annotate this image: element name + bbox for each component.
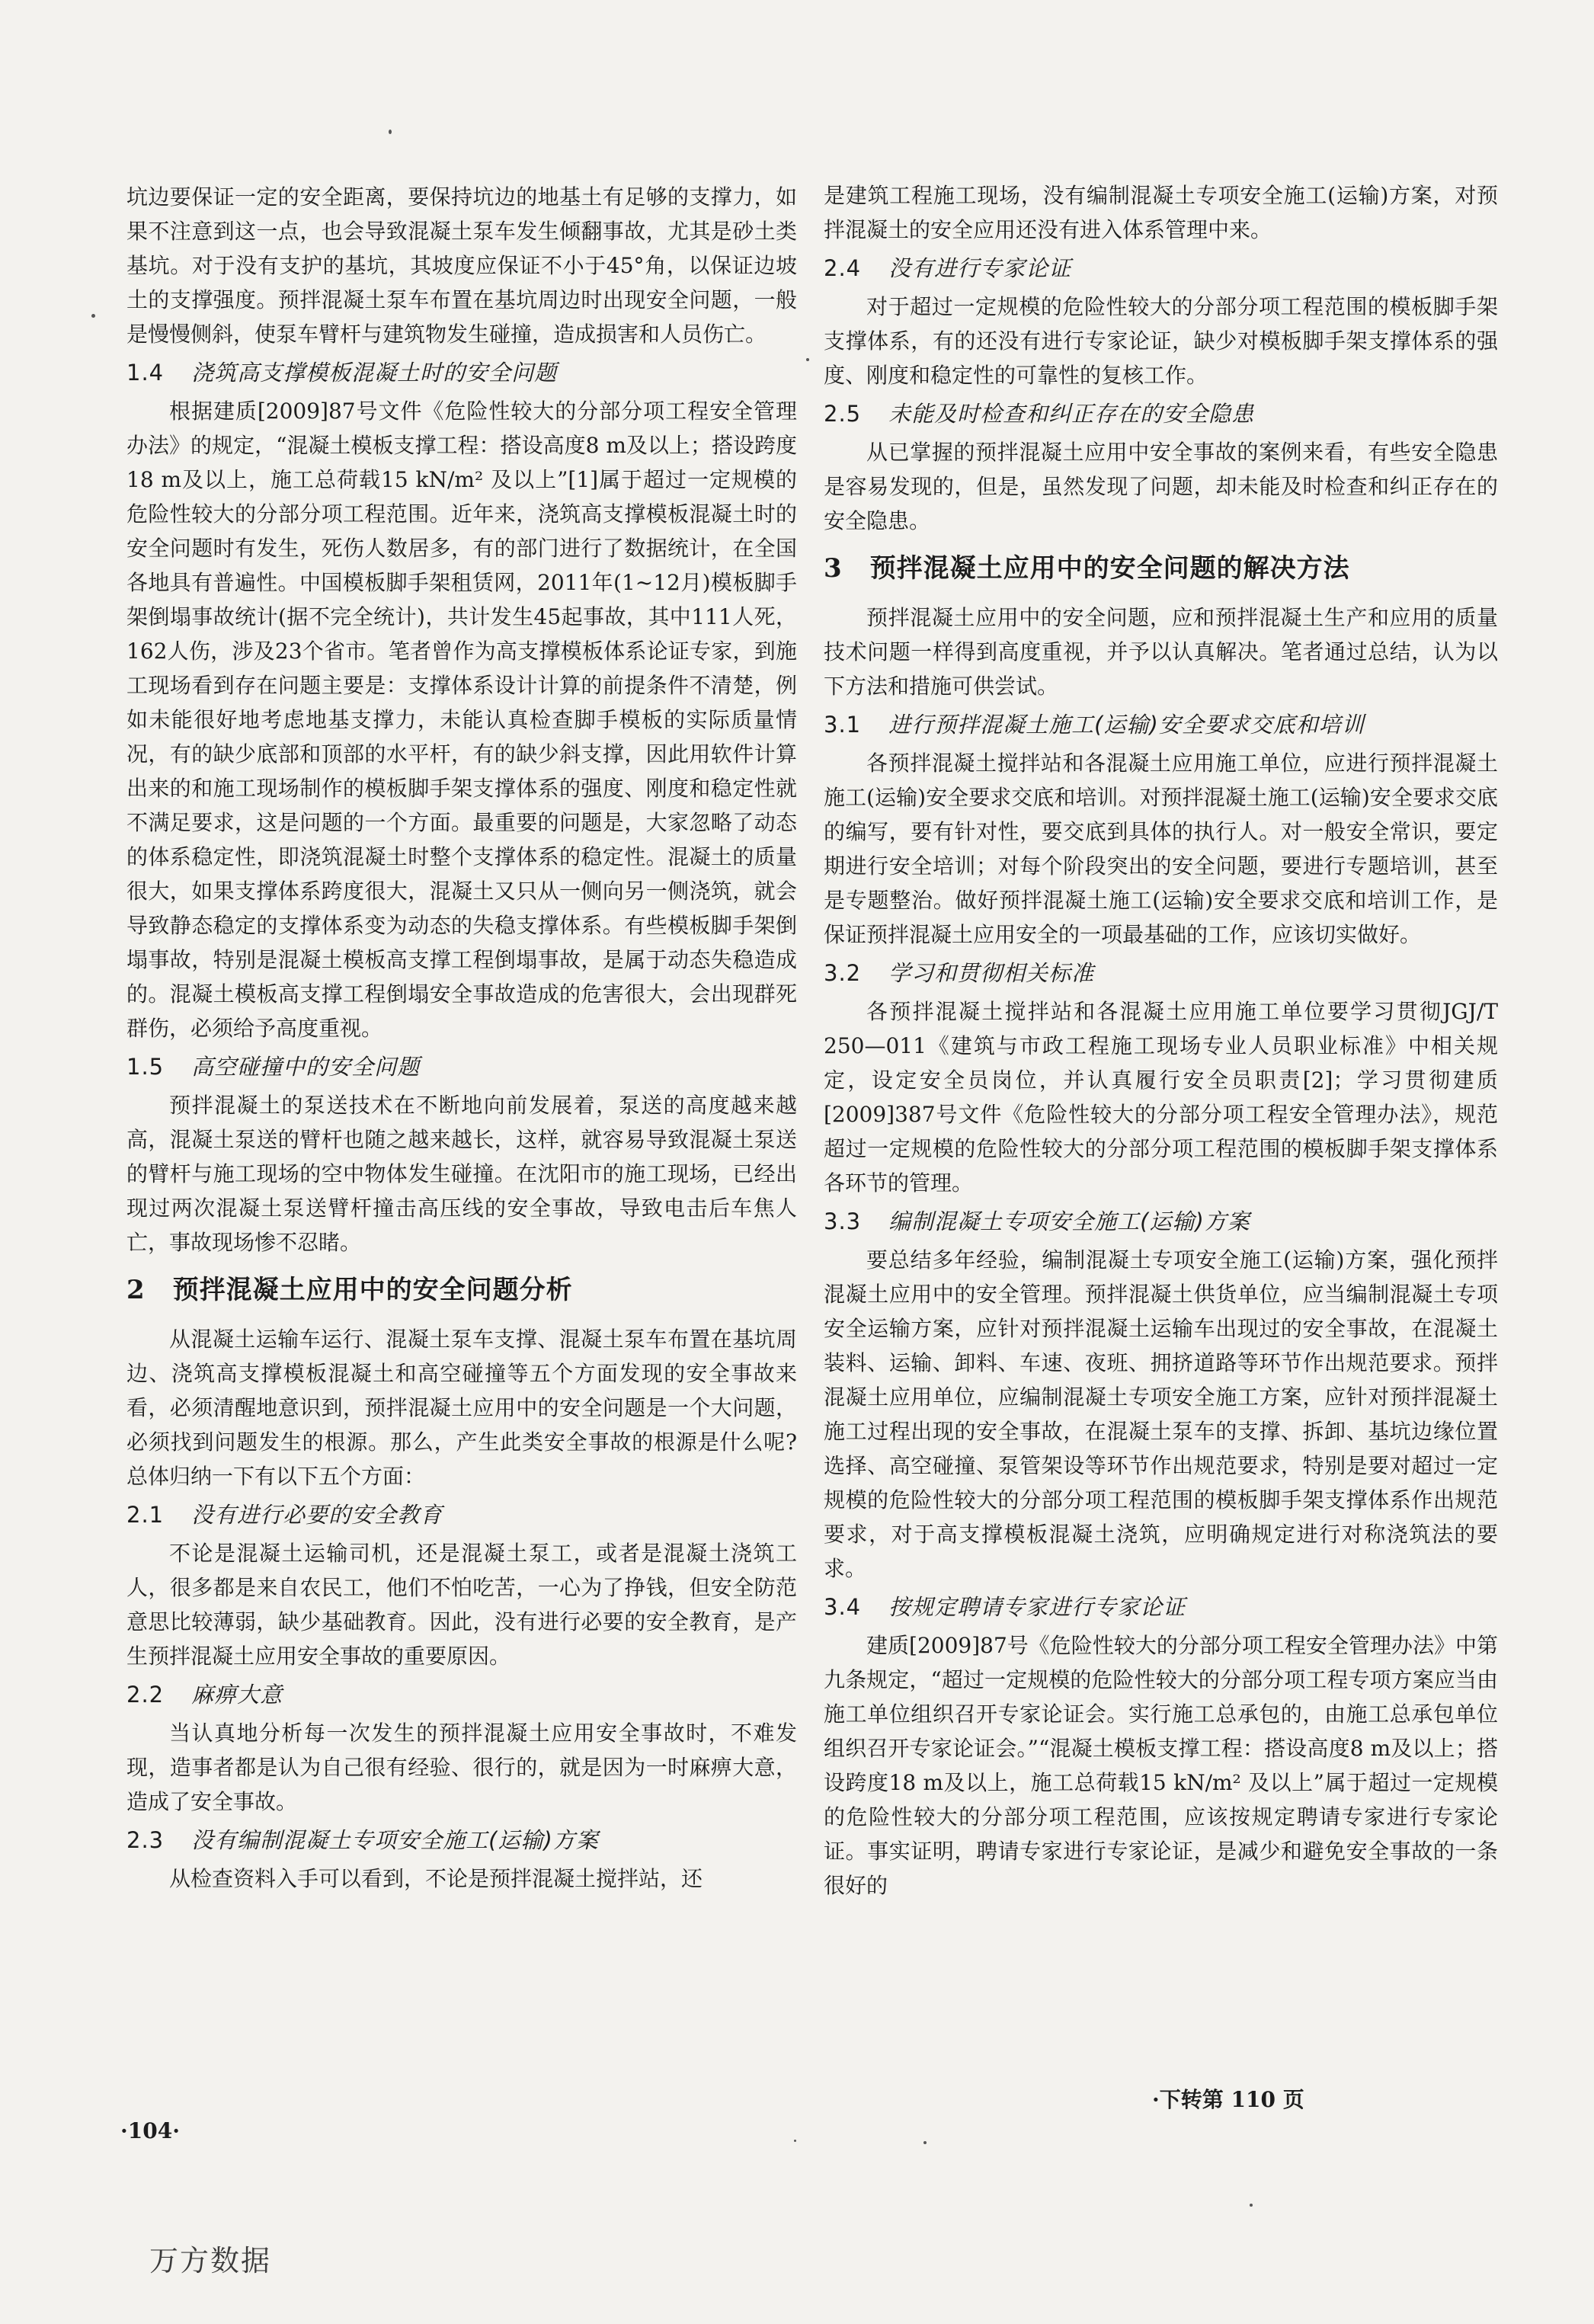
paragraph: 预拌混凝土的泵送技术在不断地向前发展着，泵送的高度越来越高，混凝土泵送的臂杆也随之越来越长，这样，就容易导致混凝土泵送的臂杆与施工现场的空中物体发生碰撞。在沈阳市的施工现场，已经出现过两次混凝土泵送臂杆撞击高压线的安全事故，导致电击后车焦人亡，事故现场惨不忍睹。 bbox=[126, 1093, 797, 1255]
subsection-heading bbox=[824, 1590, 1498, 1624]
subsection-heading bbox=[126, 1498, 797, 1532]
paragraph: 不论是混凝土运输司机，还是混凝土泵工，或者是混凝土浇筑工人，很多都是来自农民工，他们不怕吃苦，一心为了挣钱，但安全防范意思比较薄弱，缺少基础教育。因此，没有进行必要的安全教育，是产生预拌混凝土应用安全事故的重要原因。 bbox=[126, 1541, 797, 1669]
heading-number: 3.1 bbox=[824, 712, 862, 738]
paragraph: 建质[2009]87号《危险性较大的分部分项工程安全管理办法》中第九条规定，“超过一定规模的危险性较大的分部分项工程专项方案应当由施工单位组织召开专家论证会。实行施工总承包的，由施工总承包单位组织召开专家论证会。”“混凝土模板支撑工程：搭设高度8 m及以上；搭设跨度18 m及以上，施工总荷载15 kN/m² 及以上”属于超过一定规模的危险性较大的分部分项工程范围，应该按规定聘请专家进行专家论证。事实证明，聘请专家进行专家论证，是减少和避免安全事故的一条很好的 bbox=[824, 1633, 1498, 1898]
heading-number: 3.4 bbox=[824, 1594, 862, 1620]
heading-number: 2.2 bbox=[126, 1682, 165, 1708]
subsection-heading bbox=[824, 251, 1498, 285]
heading-number: 2.1 bbox=[126, 1502, 165, 1528]
paragraph: 预拌混凝土应用中的安全问题，应和预拌混凝土生产和应用的质量技术问题一样得到高度重视，并予以认真解决。笔者通过总结，认为以下方法和措施可供尝试。 bbox=[824, 605, 1498, 699]
heading-text: 没有进行专家论证 bbox=[888, 255, 1072, 281]
paragraph: 从已掌握的预拌混凝土应用中安全事故的案例来看，有些安全隐患是容易发现的，但是，虽然发现了问题，却未能及时检查和纠正存在的安全隐患。 bbox=[824, 440, 1498, 533]
left-column bbox=[126, 180, 797, 1899]
paragraph: 根据建质[2009]87号文件《危险性较大的分部分项工程安全管理办法》的规定，“混凝土模板支撑工程：搭设高度8 m及以上；搭设跨度18 m及以上，施工总荷载15 kN/m² 及以上”[1]属于超过一定规模的危险性较大的分部分项工程范围。近年来，浇筑高支撑模板混凝土时的安全问题时有发生，死伤人数居多，有的部门进行了数据统计，在全国各地具有普遍性。中国模板脚手架租赁网，2011年(1~12月)模板脚手架倒塌事故统计(据不完全统计)，共计发生45起事故，其中111人死，162人伤，涉及23个省市。笔者曾作为高支撑模板体系论证专家，到施工现场看到存在问题主要是：支撑体系设计计算的前提条件不清楚，例如未能很好地考虑地基支撑力，未能认真检查脚手模板的实际质量情况，有的缺少底部和顶部的水平杆，有的缺少斜支撑，因此用软件计算出来的和施工现场制作的模板脚手架支撑体系的强度、刚度和稳定性就不满足要求，这是问题的一个方面。最重要的问题是，大家忽略了动态的体系稳定性，即浇筑混凝土时整个支撑体系的稳定性。混凝土的质量很大，如果支撑体系跨度很大，混凝土又只从一侧向另一侧浇筑，就会导致静态稳定的支撑体系变为动态的失稳支撑体系。有些模板脚手架倒塌事故，特别是混凝土模板高支撑工程倒塌事故，是属于动态失稳造成的。混凝土模板高支撑工程倒塌安全事故造成的危害很大，会出现群死群伤，必须给予高度重视。 bbox=[126, 399, 797, 1041]
scan-speck bbox=[91, 314, 95, 318]
scan-speck bbox=[389, 130, 392, 134]
section-heading bbox=[824, 547, 1498, 590]
heading-number: 2.3 bbox=[126, 1827, 165, 1853]
subsection-heading bbox=[824, 708, 1498, 741]
heading-text: 按规定聘请专家进行专家论证 bbox=[888, 1594, 1186, 1620]
subsection-heading bbox=[126, 1823, 797, 1857]
heading-number: 1.5 bbox=[126, 1054, 165, 1080]
watermark: 万方数据 bbox=[149, 2244, 272, 2278]
heading-number: 2.4 bbox=[824, 255, 862, 281]
paragraph: 坑边要保证一定的安全距离，要保持坑边的地基土有足够的支撑力，如果不注意到这一点，也会导致混凝土泵车发生倾翻事故，尤其是砂土类基坑。对于没有支护的基坑，其坡度应保证不小于45°角，以保证边坡土的支撑强度。预拌混凝土泵车布置在基坑周边时出现安全问题，一般是慢慢侧斜，使泵车臂杆与建筑物发生碰撞，造成损害和人员伤亡。 bbox=[126, 184, 797, 347]
heading-text: 没有进行必要的安全教育 bbox=[191, 1502, 443, 1528]
heading-text: 学习和贯彻相关标准 bbox=[888, 960, 1095, 986]
right-column bbox=[824, 178, 1498, 1906]
heading-text: 麻痹大意 bbox=[191, 1682, 283, 1708]
heading-number: 2 bbox=[126, 1275, 146, 1305]
heading-number: 1.4 bbox=[126, 360, 165, 386]
subsection-heading bbox=[824, 397, 1498, 431]
scan-speck bbox=[1250, 2204, 1253, 2207]
heading-text: 预拌混凝土应用中的安全问题分析 bbox=[172, 1275, 573, 1305]
heading-text: 预拌混凝土应用中的安全问题的解决方法 bbox=[869, 553, 1350, 584]
scan-speck bbox=[794, 2140, 796, 2142]
heading-text: 未能及时检查和纠正存在的安全隐患 bbox=[888, 401, 1255, 427]
heading-number: 3 bbox=[824, 553, 843, 584]
paragraph: 要总结多年经验，编制混凝土专项安全施工(运输)方案，强化预拌混凝土应用中的安全管理。预拌混凝土供货单位，应当编制混凝土专项安全运输方案，应针对预拌混凝土运输车出现过的安全事故，在混凝土装料、运输、卸料、车速、夜班、拥挤道路等环节作出规范要求。预拌混凝土应用单位，应编制混凝土专项安全施工方案，应针对预拌混凝土施工过程出现的安全事故，在混凝土泵车的支撑、拆卸、基坑边缘位置选择、高空碰撞、泵管架设等环节作出规范要求，特别是要对超过一定规模的危险性较大的分部分项工程范围的模板脚手架支撑体系作出规范要求，对于高支撑模板混凝土浇筑，应明确规定进行对称浇筑法的要求。 bbox=[824, 1247, 1498, 1581]
paragraph: 各预拌混凝土搅拌站和各混凝土应用施工单位要学习贯彻JGJ/T 250—011《建筑与市政工程施工现场专业人员职业标准》中相关规定，设定安全员岗位，并认真履行安全员职责[2]；学习贯彻建质[2009]387号文件《危险性较大的分部分项工程安全管理办法》，规范超过一定规模的危险性较大的分部分项工程范围的模板脚手架支撑体系各环节的管理。 bbox=[824, 999, 1498, 1196]
continued-note: ·下转第 110 页 bbox=[1152, 2087, 1304, 2112]
heading-text: 编制混凝土专项安全施工(运输)方案 bbox=[888, 1208, 1250, 1234]
subsection-heading bbox=[126, 1050, 797, 1084]
paragraph: 从混凝土运输车运行、混凝土泵车支撑、混凝土泵车布置在基坑周边、浇筑高支撑模板混凝土和高空碰撞等五个方面发现的安全事故来看，必须清醒地意识到，预拌混凝土应用中的安全问题是一个大问题，必须找到问题发生的根源。那么，产生此类安全事故的根源是什么呢?总体归纳一下有以下五个方面： bbox=[126, 1327, 797, 1489]
subsection-heading bbox=[126, 356, 797, 389]
subsection-heading bbox=[824, 1205, 1498, 1238]
heading-number: 2.5 bbox=[824, 401, 862, 427]
section-heading bbox=[126, 1269, 797, 1311]
paragraph: 对于超过一定规模的危险性较大的分部分项工程范围的模板脚手架支撑体系，有的还没有进行专家论证，缺少对模板脚手架支撑体系的强度、刚度和稳定性的可靠性的复核工作。 bbox=[824, 294, 1498, 388]
page-number: ·104· bbox=[120, 2118, 180, 2143]
heading-text: 高空碰撞中的安全问题 bbox=[191, 1054, 421, 1080]
paragraph: 是建筑工程施工现场，没有编制混凝土专项安全施工(运输)方案，对预拌混凝土的安全应用还没有进入体系管理中来。 bbox=[824, 183, 1498, 242]
heading-number: 3.3 bbox=[824, 1208, 862, 1234]
paragraph: 当认真地分析每一次发生的预拌混凝土应用安全事故时，不难发现，造事者都是认为自己很有经验、很行的，就是因为一时麻痹大意，造成了安全事故。 bbox=[126, 1721, 797, 1814]
subsection-heading bbox=[126, 1678, 797, 1711]
heading-text: 没有编制混凝土专项安全施工(运输)方案 bbox=[191, 1827, 599, 1853]
heading-text: 浇筑高支撑模板混凝土时的安全问题 bbox=[191, 360, 558, 386]
paragraph: 从检查资料入手可以看到，不论是预拌混凝土搅拌站，还 bbox=[169, 1866, 703, 1891]
paragraph: 各预拌混凝土搅拌站和各混凝土应用施工单位，应进行预拌混凝土施工(运输)安全要求交底和培训。对预拌混凝土施工(运输)安全要求交底的编写，要有针对性，要交底到具体的执行人。对一般安全常识，要定期进行安全培训；对每个阶段突出的安全问题，要进行专题培训，甚至是专题整治。做好预拌混凝土施工(运输)安全要求交底和培训工作，是保证预拌混凝土应用安全的一项最基础的工作，应该切实做好。 bbox=[824, 751, 1498, 947]
heading-text: 进行预拌混凝土施工(运输)安全要求交底和培训 bbox=[888, 712, 1365, 738]
scan-speck bbox=[923, 2141, 927, 2144]
subsection-heading bbox=[824, 956, 1498, 990]
heading-number: 3.2 bbox=[824, 960, 862, 986]
scan-speck bbox=[806, 358, 809, 361]
